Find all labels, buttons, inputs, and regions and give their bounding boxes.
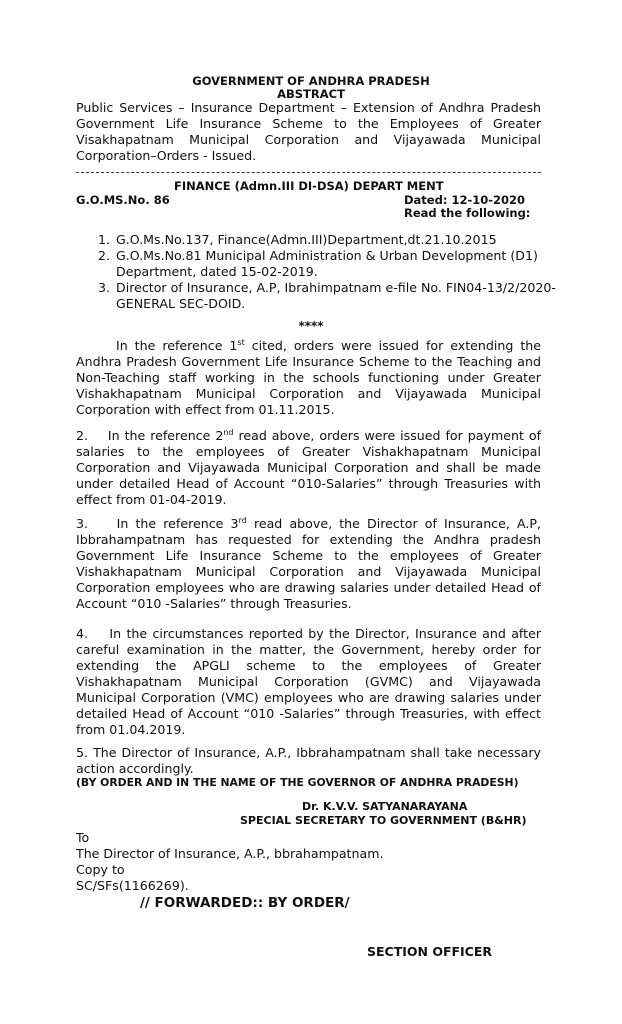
forwarded-by-order: // FORWARDED:: BY ORDER/ [140,895,350,911]
signatory-name: Dr. K.V.V. SATYANARAYANA [302,800,468,813]
section-officer-label: SECTION OFFICER [367,944,493,959]
dashed-divider [76,172,541,173]
reference-item: 1. G.O.Ms.No.137, Finance(Admn.III)Department,dt.21.10.2015 [114,232,558,248]
reference-list [96,232,558,312]
subject-text: Public Services – Insurance Department – Extension of Andhra Pradesh Government Life Insurance Scheme to the Employees of Greater Visakhapatnam Municipal Corporation and Vijayawada Municipal Corporation–Orders - Issued. [76,100,541,163]
order-authority-line: (BY ORDER AND IN THE NAME OF THE GOVERNOR OF ANDHRA PRADESH) [76,776,519,789]
copy-recipients: SC/SFs(1166269). [76,878,189,893]
paragraph-2: 2. In the reference 2nd read above, orders were issued for payment of salaries to the employees of Greater Vishakhapatnam Municipal Corporation and Vijayawada Municipal Corporation and shall be made under detailed Head of Account “010-Salaries” through Treasuries with effect from 01-04-2019. [76,427,541,507]
paragraph-5: 5. The Director of Insurance, A.P., Ibbrahampatnam shall take necessary action accordingly. [76,745,541,776]
reference-item: 3. Director of Insurance, A.P, Ibrahimpatnam e-file No. FIN04-13/2/2020-GENERAL SEC-DOID. [114,280,558,312]
reference-item: 2. G.O.Ms.No.81 Municipal Administration & Urban Development (D1) Department, dated 15-02-2019. [114,248,558,280]
to-label: To [76,830,90,845]
government-heading: GOVERNMENT OF ANDHRA PRADESH [192,74,430,88]
department-heading: FINANCE (Admn.III DI-DSA) DEPART MENT [174,179,444,193]
read-following-label: Read the following: [404,206,531,220]
recipient: The Director of Insurance, A.P., bbrahampatnam. [76,846,384,861]
paragraph-3: 3. In the reference 3rd read above, the Director of Insurance, A.P, Ibbrahampatnam has requested for extending the Andhra pradesh Government Life Insurance Scheme to the employees of Greater Vishakhapatnam Municipal Corporation and Vijayawada Municipal Corporation employees who are drawing salaries under detailed Head of Account “010 -Salaries” through Treasuries. [76,515,541,611]
signatory-title: SPECIAL SECRETARY TO GOVERNMENT (B&HR) [240,814,527,827]
copy-to-label: Copy to [76,862,125,877]
go-number: G.O.MS.No. 86 [76,193,170,207]
go-date: Dated: 12-10-2020 [404,193,525,207]
paragraph-1: In the reference 1st cited, orders were issued for extending the Andhra Pradesh Government Life Insurance Scheme to the Teaching and Non-Teaching staff working in the schools functioning under Greater Vishakhapatnam Municipal Corporation and Vijayawada Municipal Corporation with effect from 01.11.2015. [76,337,541,417]
paragraph-4: 4. In the circumstances reported by the Director, Insurance and after careful examination in the matter, the Government, hereby order for extending the APGLI scheme to the employees of Greater Vishakhapatnam Municipal Corporation (GVMC) and Vijayawada Municipal Corporation (VMC) employees who are drawing salaries under detailed Head of Account “010 -Salaries” through Treasuries, with effect from 01.04.2019. [76,626,546,737]
abstract-heading: ABSTRACT [277,87,345,101]
section-separator: **** [298,319,324,333]
